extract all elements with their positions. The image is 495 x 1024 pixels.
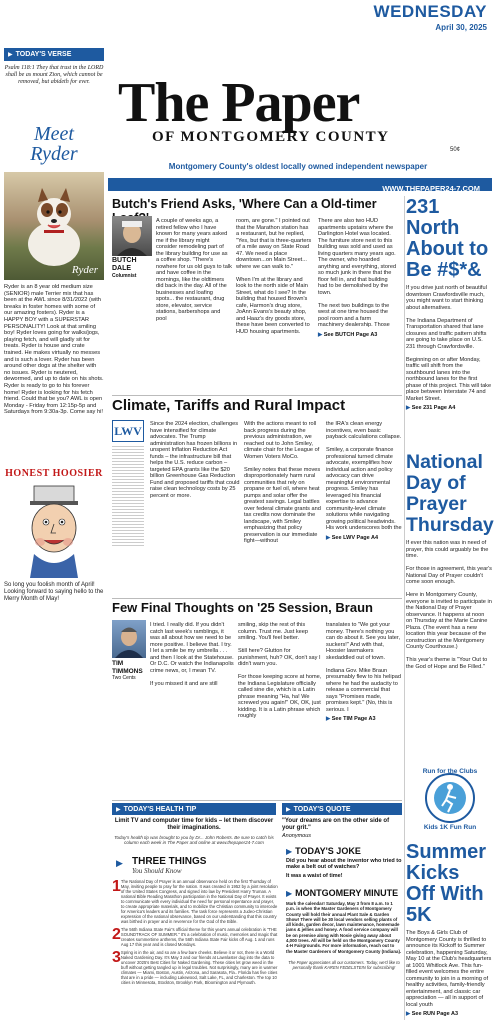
health-header: TODAY'S HEALTH TIP bbox=[123, 805, 197, 813]
lwv-logo bbox=[112, 420, 144, 442]
triangle-icon: ▶ bbox=[286, 889, 293, 898]
three-things-arrow-icon: ▶ bbox=[116, 858, 123, 868]
health-text: Limit TV and computer time for kids – let them discover their imaginations. bbox=[114, 818, 274, 831]
butch-see: See BUTCH Page A3 bbox=[323, 331, 378, 338]
triangle-icon: ▶ bbox=[326, 534, 332, 541]
braun-author-block bbox=[112, 660, 150, 681]
pet-photo-caption: Ryder bbox=[71, 264, 98, 276]
231-text: If you drive just north of beautiful downtown Crawfordsville much, you might want to start thinking about alternatives. The Indiana Department of Transportation shared that lane closures and traffic pattern shifts are going to take place on U.S. 231 through Crawfordsville. Beginning on or after Monday, traffic will shift from the southbound lanes into the northbound lanes for the first phase of this project. This will take place between Interstate 74 and Market Street. bbox=[406, 285, 492, 402]
butch-col3: There are also two HUD apartments upstairs where the Darlington Hotel was located. The furniture store next to this building was sold and used as living quarters many years ago. The owner, who hoarded anything and everything, stored so much junk in there that the floor fell in, and that building had to be demolished by the town. The next two buildings to the west at one time housed the pool room and a farm machinery dealership. Those bbox=[318, 218, 397, 328]
quote-author: Anonymous bbox=[282, 833, 312, 839]
climate-col3-wrap bbox=[326, 421, 402, 541]
lwv-fineprint bbox=[112, 446, 144, 546]
pet-photo bbox=[4, 172, 104, 280]
honest-hoosier-icon bbox=[4, 462, 104, 578]
fun-run-logo bbox=[412, 770, 488, 836]
braun-col2: smiling, skip the rest of this column. Trust me. Just keep smiling. You'll feel better. Still here? Glutton for punishment, huh? OK, don't say I didn't warn you. For those keeping score at home, the Indiana Legislature officially called sine die, which is a Latin phrase meaning "Ha, ha! We screwed you again!" OK, OK, just kidding. It is a Latin phrase which roughly bbox=[238, 622, 322, 719]
5k-headline[interactable]: Summer Kicks Off With 5K bbox=[406, 841, 487, 926]
5k-see-link[interactable] bbox=[406, 1011, 492, 1017]
triangle-icon: ▶ bbox=[286, 806, 291, 813]
prayer-text: If ever this nation was in need of prayer, this could arguably be the time. For those in agreement, this year's National Day of Prayer couldn't come soon enough. Here in Montgomery County, everyone is invited to participate in the National Day of Prayer observance. It happens at noon on Thursday at the Marie Canine Plaza. (The event has a new location this year because of the construction at the Montgomery County Courthouse.) This year's theme is "Your Out to the God of Hope and Be Filled." bbox=[406, 540, 492, 670]
climate-headline[interactable]: Climate, Tariffs and Rural Impact bbox=[112, 397, 346, 414]
verse-header: TODAY'S VERSE bbox=[15, 51, 72, 58]
pet-name: Ryder bbox=[30, 143, 78, 165]
three-things-item-2 bbox=[112, 927, 278, 947]
triangle-icon: ▶ bbox=[8, 52, 13, 58]
three-things-text-2: The 56th Indiana State Fair's official theme for this year's annual celebration is "THE SOUNDTRACK OF SUMMER." It's a celebration of music, memories and magic that creates summertime anthems, the 56th Indiana State Fair kicks off Aug. 1 and runs Aug 17 this year and is closed Mondays. bbox=[120, 927, 278, 947]
triangle-icon: ▶ bbox=[326, 716, 332, 722]
three-things-text-1: The National Day of Prayer is an annual observance held on the first Thursday of May, inviting people to pray for the nation. It was created in 1952 by a joint resolution of the United States Congress, and signed into law by President Harry Truman. A national Bible Reading Marathon participation in the National Day of Prayer. It exists to communicate with every individual the need for personal repentance and prayer, to create appropriate materials, and to mobilize the Christian community to intercede for America's leaders and its families. The task force represents a Judeo-Christian expression of the national observance, based on our understanding that this country was birthed in prayer and in reverence for the God of the Bible. bbox=[120, 879, 278, 924]
5k-text: The Boys & Girls Club of Montgomery County is thrilled to announce its Kickoff to Summer celebration, happening Saturday, May 10 at the Club's headquarters at 1001 Whitlock Ave. This fun-filled event welcomes the entire community to join in a morning of healthy activities, family-friendly entertainment, and classic car appreciation — all in support of local youth bbox=[406, 930, 492, 1008]
braun-role: Two Cents bbox=[112, 675, 136, 681]
prayer-headline[interactable]: National Day of Prayer Thursday bbox=[406, 451, 494, 536]
divider-bottom bbox=[112, 800, 402, 801]
triangle-icon: ▶ bbox=[116, 806, 121, 813]
verse-text: Psalm 118:1 They that trust in the LORD shall be as mount Zion, which cannot be removed, but abideth for ever. bbox=[4, 65, 104, 86]
masthead-subtitle: OF MONTGOMERY COUNTY bbox=[152, 129, 390, 145]
health-tip-box bbox=[112, 803, 276, 846]
braun-col3-wrap bbox=[326, 622, 402, 722]
butch-see-link[interactable] bbox=[318, 332, 398, 338]
braun-author-photo bbox=[112, 620, 146, 658]
masthead-price: 50¢ bbox=[449, 147, 460, 153]
item-number-2: 2 bbox=[112, 926, 121, 943]
minute-header: MONTGOMERY MINUTE bbox=[295, 888, 399, 898]
verse-header-bar bbox=[4, 48, 104, 61]
climate-col3: the IRA's clean energy incentives, even basic payback calculations collapse. Smiley, a corporate finance professional turned climate advocate, exemplifies how individual action and policy advocacy can drive meaningful environmental progress. Smiley has leveraged his financial expertise to advance community-level climate solutions while navigating growing political headwinds. His work underscores both the bbox=[326, 421, 402, 531]
minute-box bbox=[286, 888, 402, 970]
health-credit: Today's health tip was brought to you by Dr... John Roberts. Be sure to catch his column each week in The Paper and online at www.thepaper24-7.com bbox=[114, 835, 274, 846]
joke-box bbox=[286, 846, 402, 879]
butch-headline[interactable]: Butch's Friend Asks, 'Where Can a Old-timer bbox=[112, 197, 377, 211]
health-header-bar bbox=[112, 803, 276, 815]
item-number-3: 3 bbox=[112, 949, 121, 966]
three-things-text-3: Spring is in the air, and so are a few bare cheeks. Believe it or not, there is a World Naked Gardening Day. It's May 3 and our friends at Lawnlaster dug into the data to uncover 2025's Best Cities for Naked Gardening. These cities let grow weed in the buff without getting tangled up in legal troubles. Not surprisingly, many are in warmer climates — Miami, Boston, Austin, Arizona, and Sarasota, Fla.. Florida has five cities that are in a pride — including Lakewood, Salt Lake, FL, and Charleston. The top 10 cities in Minnesota, Stockton, Brooklyn Park, Bloomington and Plymouth. bbox=[120, 950, 278, 985]
climate-col1: Since the 2024 election, challenges have intensified for climate advocates. The Trump administration has frozen billions in unspent Inflation Reduction Act funds – the infrastructure bill that helps the U.S. reduce carbon – targeted EPA grants like the $20 billion Greenhouse Gas Reduction Fund and proposed tariffs that could raise clean technology costs by 25 percent or more. bbox=[150, 421, 240, 499]
pet-meet: Meet bbox=[34, 123, 74, 145]
three-things-header: THREE THINGS bbox=[132, 856, 207, 867]
climate-see: See LWV Page A4 bbox=[331, 534, 379, 541]
hoosier-art bbox=[4, 462, 104, 578]
braun-see-link[interactable] bbox=[326, 716, 402, 722]
butch-author-block bbox=[112, 257, 154, 279]
lwv-logo-text: LWV bbox=[114, 424, 142, 438]
masthead-tagline: Montgomery County's oldest locally owned independent newspaper bbox=[168, 162, 428, 171]
braun-col3: translates to "We got your money. There's nothing you can do about it. See you later, suckers!" And with that, Hoosier lawmakers skedaddled out of town. Indiana Gov. Mike Braun presumably flew to his helipad where he had the audacity to release a commercial that says "Promises made, promises kept." (No, this is serious. I bbox=[326, 622, 401, 713]
verse-box bbox=[4, 48, 104, 87]
hoosier-text: So long you foolish month of April! Looking forward to saying hello to the Merry Month of May! bbox=[4, 582, 104, 602]
joke-header: TODAY'S JOKE bbox=[295, 846, 361, 856]
231-headline[interactable]: 231 North About to Be #$*& bbox=[406, 196, 489, 281]
divider-right-col bbox=[404, 196, 405, 1020]
minute-text: Mark the calendar! Saturday, May 3 from 8 a.m. to 1 p.m. is when the Master Gardeners of Montgomery County will hold their annual Plant Sale & Garden Show! There will be 30 local vendors selling plants of all kinds, garden decor, lawn maintenance, homemade jams & jellies and honey. A food service company will be on premise along with Nosie giving away about 4,000 trees. All will be held on the Montgomery County 4-H Fairgrounds. For more information, reach out to the Master Gardeners of Montgomery County (Indiana). bbox=[286, 901, 402, 954]
231-see-link[interactable] bbox=[406, 405, 492, 411]
website-link[interactable]: WWW.THEPAPER24-7.COM bbox=[382, 184, 480, 193]
braun-headline[interactable]: Few Final Thoughts on '25 Session, Braun bbox=[112, 600, 373, 615]
butch-col1: A couple of weeks ago, a retired fellow who I have known for many years asked me if the library might consider remodeling part of the library building for use as a coffee shop. "There's nowhere for us old guys to talk and have coffee in the mornings, like the oldtimers did back in the day. All of the businesses and loafing spots... the restaurant, drug store, elevator, service stations, barbershops and pool bbox=[156, 218, 232, 322]
three-things-sub: You Should Know bbox=[132, 867, 182, 875]
climate-see-link[interactable] bbox=[326, 535, 402, 541]
masthead-date: April 30, 2025 bbox=[435, 23, 487, 32]
triangle-icon: ▶ bbox=[318, 331, 324, 338]
butch-author: BUTCH DALE bbox=[112, 257, 137, 272]
butch-author-photo bbox=[112, 216, 152, 256]
website-bar bbox=[108, 178, 492, 191]
quote-text: "Your dreams are on the other side of your grit." bbox=[282, 818, 390, 831]
pet-text: Ryder is an 8 year old medium size (SENIOR) male Terrier mix that has been at the AWL since 8/31/2022 (with breaks in foster homes with some of our amazing fosters). Ryder is a HAPPY BOY with a SUPERSTAR PERSONALITY! Look at that smiling boy! Ryder loves going for walks/jogs, playing fetch, and will gladly sit for treats. Ryder is house and crate trained. He makes virtually no messes and is such a lover. Ryder has been around other dogs at the shelter with no issues. Ryder is neutered, dewormed, and up to date on his shots. Ryder is ready to go to his forever home! Ryder is looking for his fetch friend. Could that be you? AWL is open Monday - Friday from 12:15p-5p and Saturdays from 9:30a-3p. Come say hi! bbox=[4, 284, 104, 416]
item-number-1: 1 bbox=[112, 878, 121, 895]
three-things bbox=[112, 856, 278, 985]
masthead-logo bbox=[118, 72, 478, 153]
masthead-title: The Paper bbox=[118, 72, 360, 134]
quote-header-bar bbox=[282, 803, 402, 815]
three-things-item-3 bbox=[112, 950, 278, 985]
braun-col1: I tried. I really did. If you didn't catch last week's ramblings, it was all about how we need to be more positive. I believe that. I try. I let a smile be my umbrella . . . and then I look at the Statehouse. Or D.C. Or watch the Indianapolis crime news, or, I mean TV. If you missed it and are still bbox=[150, 622, 234, 687]
butch-col2: room, are gone." I pointed out that the Marathon station has a restaurant, but he replied, "Yes, but that is three-quarters of a mile away on State Road 47. We need a place downtown...on Main Street... where we can walk to." When I'm at the library and look to the north side of Main Street, what do I see? In the building that housed Brown's cafe, Harmon's drug store, JoAnn Evans's beauty shop, and Haaz's dry goods store, these have been converted to HUD housing apartments. bbox=[236, 218, 312, 335]
5k-see: See RUN Page A3 bbox=[411, 1011, 459, 1017]
pet-heading bbox=[4, 124, 104, 164]
braun-author: TIM TIMMONS bbox=[112, 660, 143, 675]
quote-header: TODAY'S QUOTE bbox=[293, 805, 351, 813]
minute-footer: The Paper appreciates all our customers. Today, we'd like to personally thank KAREN FEDELSTEIN for subscribing! bbox=[288, 959, 400, 970]
joke-text: Did you hear about the inventor who tried to make a belt out of watches? bbox=[286, 858, 402, 871]
triangle-icon: ▶ bbox=[286, 846, 293, 856]
right-story-5k bbox=[406, 842, 492, 1017]
fun-run-bottom: Kids 1K Fun Run bbox=[423, 824, 477, 831]
triangle-icon: ▶ bbox=[406, 405, 412, 411]
masthead-date-block bbox=[374, 2, 487, 32]
climate-col2: With the actions meant to roll back progress during the previous administration, we reached out to John Smiley, climate chair for the League of Women Voters MoCo. Smiley notes that these moves disproportionately harm rural communities that rely on propane or fuel oil, where heat pumps and solar offer the greatest savings. Legal battles over federal climate grants and tax credits now dominate the landscape, with Smiley emphasizing that policy preservation is our immediate fight—without bbox=[244, 421, 321, 544]
butch-role: Columnist bbox=[112, 273, 137, 279]
fun-run-top: Run for the Clubs bbox=[422, 768, 478, 775]
three-things-item-1 bbox=[112, 879, 278, 924]
right-story-231 bbox=[406, 197, 492, 411]
hoosier-banner: HONEST HOOSIER bbox=[5, 468, 103, 479]
butch-col3-wrap bbox=[318, 218, 398, 338]
divider-climate bbox=[112, 395, 402, 396]
quote-box bbox=[282, 803, 402, 839]
right-story-prayer bbox=[406, 452, 492, 670]
joke-punch: It was a waist of time! bbox=[286, 872, 343, 879]
triangle-icon: ▶ bbox=[406, 1011, 412, 1017]
divider-braun bbox=[112, 598, 402, 599]
braun-see: See TIM Page A3 bbox=[331, 716, 376, 722]
masthead-day: WEDNESDAY bbox=[373, 2, 487, 21]
231-see: See 231 Page A4 bbox=[411, 405, 456, 411]
